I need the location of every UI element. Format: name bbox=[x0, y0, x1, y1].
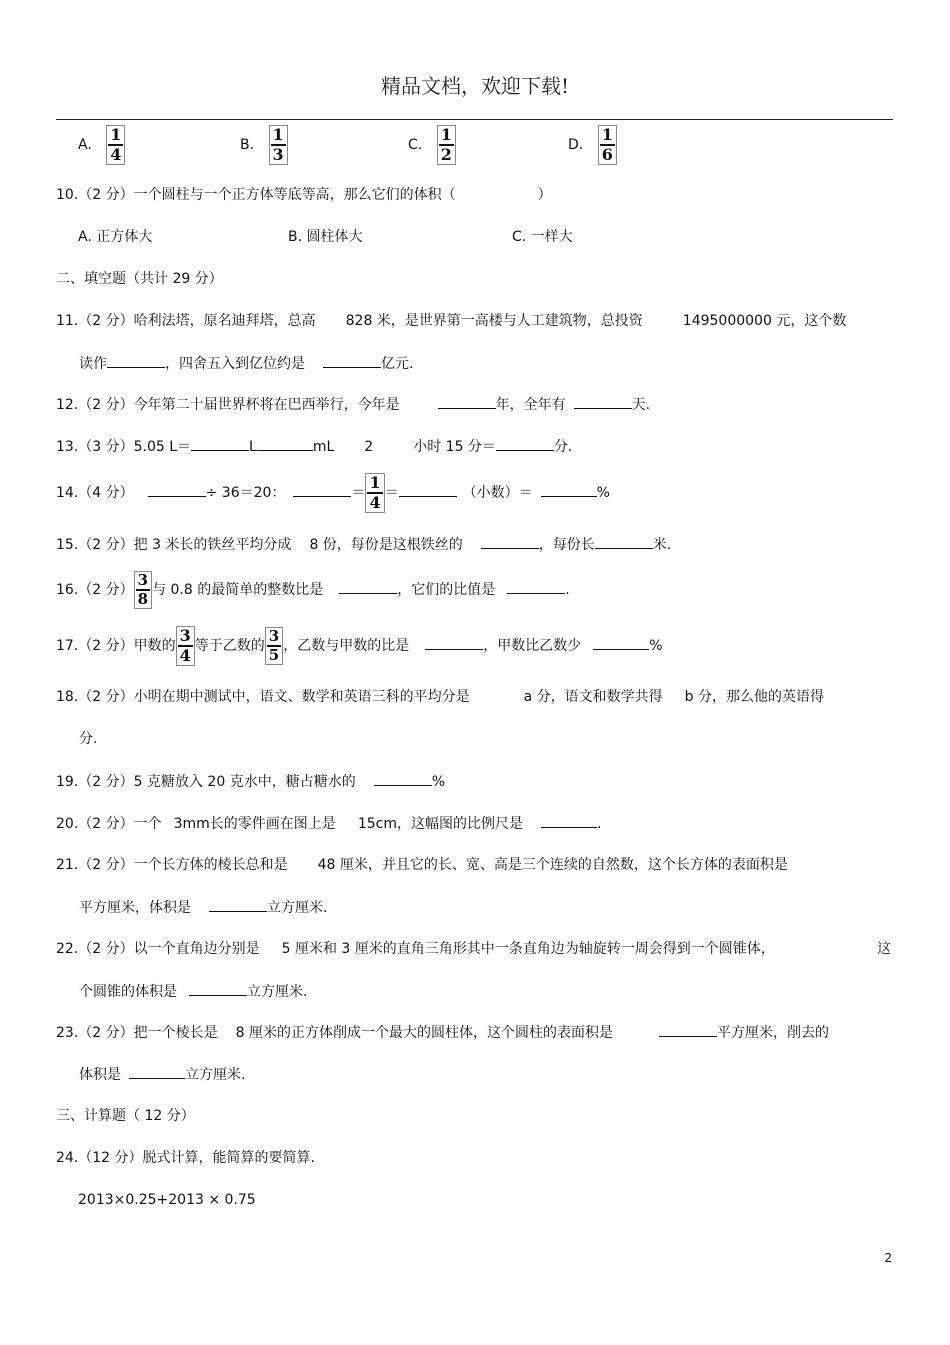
question-13: 13.（3 分）5.05 L＝ L mL 2 小时 15 分＝ 分. bbox=[56, 436, 572, 456]
page-number: 2 bbox=[884, 1251, 892, 1265]
answer-blank[interactable] bbox=[425, 635, 483, 650]
question-23-line2: 体积是 立方厘米. bbox=[79, 1064, 245, 1084]
answer-blank[interactable] bbox=[107, 353, 165, 368]
question-21: 21.（2 分）一个长方体的棱长总和是 48 厘米，并且它的长、宽、高是三个连续的自然数，这个长方体的表面积是 bbox=[56, 857, 788, 873]
answer-blank[interactable] bbox=[209, 897, 267, 912]
fraction: $\frac{1}{6}$ bbox=[598, 125, 617, 165]
section-fill-in: 二、填空题（共计 29 分） bbox=[56, 271, 223, 287]
answer-blank[interactable] bbox=[595, 534, 653, 549]
answer-blank[interactable] bbox=[481, 534, 539, 549]
q9-option-d bbox=[568, 125, 617, 169]
option-label: D. bbox=[568, 137, 584, 153]
fraction: $\frac{1}{4}$ bbox=[106, 125, 125, 165]
fraction: $\frac{1}{4}$ bbox=[365, 473, 384, 513]
question-24-expression: 2013×0.25+2013 × 0.75 bbox=[78, 1192, 256, 1208]
answer-blank[interactable] bbox=[374, 771, 432, 786]
q9-option-c bbox=[408, 125, 456, 169]
question-22-line2: 个圆锥的体积是 立方厘米. bbox=[79, 981, 307, 1001]
answer-blank[interactable] bbox=[257, 436, 313, 451]
section-calculation: 三、计算题（ 12 分） bbox=[56, 1108, 195, 1124]
q9-option-a bbox=[78, 125, 125, 169]
answer-blank[interactable] bbox=[148, 482, 206, 497]
question-10: 10.（2 分）一个圆柱与一个正方体等底等高，那么它们的体积（ ） bbox=[56, 187, 552, 203]
answer-blank[interactable] bbox=[339, 579, 397, 594]
question-18: 18.（2 分）小明在期中测试中，语文、数学和英语三科的平均分是 a 分，语文和数学共得 b 分，那么他的英语得 bbox=[56, 689, 824, 705]
question-12: 12.（2 分）今年第二十届世界杯将在巴西举行，今年是 年，全年有 天. bbox=[56, 394, 650, 414]
answer-blank[interactable] bbox=[507, 579, 565, 594]
fraction: $\frac{1}{2}$ bbox=[437, 125, 456, 165]
q9-option-b bbox=[240, 125, 288, 169]
answer-blank[interactable] bbox=[438, 394, 496, 409]
page-header-title: 精品文档，欢迎下载! bbox=[380, 74, 570, 98]
question-20: 20.（2 分）一个 3mm长的零件画在图上是 15cm，这幅图的比例尺是 . bbox=[56, 813, 601, 833]
answer-blank[interactable] bbox=[541, 813, 597, 828]
answer-blank[interactable] bbox=[189, 981, 247, 996]
fraction: $\frac{3}{5}$ bbox=[265, 627, 283, 665]
fraction: $\frac{3}{8}$ bbox=[134, 571, 152, 609]
question-23: 23.（2 分）把一个棱长是 8 厘米的正方体削成一个最大的圆柱体，这个圆柱的表面积是 平方厘米，削去的 bbox=[56, 1022, 829, 1042]
question-22-tail: 这 bbox=[877, 941, 891, 957]
answer-blank[interactable] bbox=[293, 482, 351, 497]
answer-blank[interactable] bbox=[574, 394, 632, 409]
question-19: 19.（2 分）5 克糖放入 20 克水中，糖占糖水的 % bbox=[56, 771, 445, 791]
answer-blank[interactable] bbox=[496, 436, 554, 451]
answer-blank[interactable] bbox=[323, 353, 381, 368]
fraction: $\frac{3}{4}$ bbox=[176, 626, 195, 666]
question-22: 22.（2 分）以一个直角边分别是 5 厘米和 3 厘米的直角三角形其中一条直角边为轴旋转一周会得到一个圆锥体， bbox=[56, 941, 775, 957]
option-label: C. bbox=[408, 137, 423, 153]
option-label: A. bbox=[78, 137, 92, 153]
answer-blank[interactable] bbox=[593, 635, 649, 650]
fraction: $\frac{1}{3}$ bbox=[269, 125, 288, 165]
question-18-line2: 分. bbox=[79, 731, 98, 747]
question-17: 17.（2 分）甲数的 $\frac{3}{4}$ 等于乙数的 $\frac{3}{5}$ ，乙数与甲数的比是 ，甲数比乙数少 % bbox=[56, 626, 663, 665]
question-21-line2: 平方厘米，体积是 立方厘米. bbox=[79, 897, 327, 917]
q10-option-a: A. 正方体大 bbox=[78, 229, 153, 245]
q10-option-c: C. 一样大 bbox=[512, 229, 573, 245]
answer-blank[interactable] bbox=[541, 482, 597, 497]
answer-blank[interactable] bbox=[129, 1064, 185, 1079]
answer-blank[interactable] bbox=[191, 436, 249, 451]
question-11-line2: 读作 ，四舍五入到亿位约是 亿元. bbox=[79, 353, 413, 373]
answer-blank[interactable] bbox=[659, 1022, 717, 1037]
header-divider bbox=[56, 119, 893, 120]
question-14: 14.（4 分） ÷ 36＝20： ＝ $\frac{1}{4}$ ＝ （小数）＝ % bbox=[56, 473, 610, 512]
question-24: 24.（12 分）脱式计算，能简算的要简算. bbox=[56, 1150, 315, 1166]
q10-option-b: B. 圆柱体大 bbox=[288, 229, 363, 245]
option-label: B. bbox=[240, 137, 255, 153]
question-11: 11.（2 分）哈利法塔，原名迪拜塔，总高 828 米，是世界第一高楼与人工建筑物，总投资 1495000000 元，这个数 bbox=[56, 313, 847, 329]
question-16: 16.（2 分） $\frac{3}{8}$ 与 0.8 的最简单的整数比是 ，它们的比值是 . bbox=[56, 571, 570, 608]
question-15: 15.（2 分）把 3 米长的铁丝平均分成 8 份，每份是这根铁丝的 ，每份长 米. bbox=[56, 534, 671, 554]
answer-blank[interactable] bbox=[399, 482, 457, 497]
